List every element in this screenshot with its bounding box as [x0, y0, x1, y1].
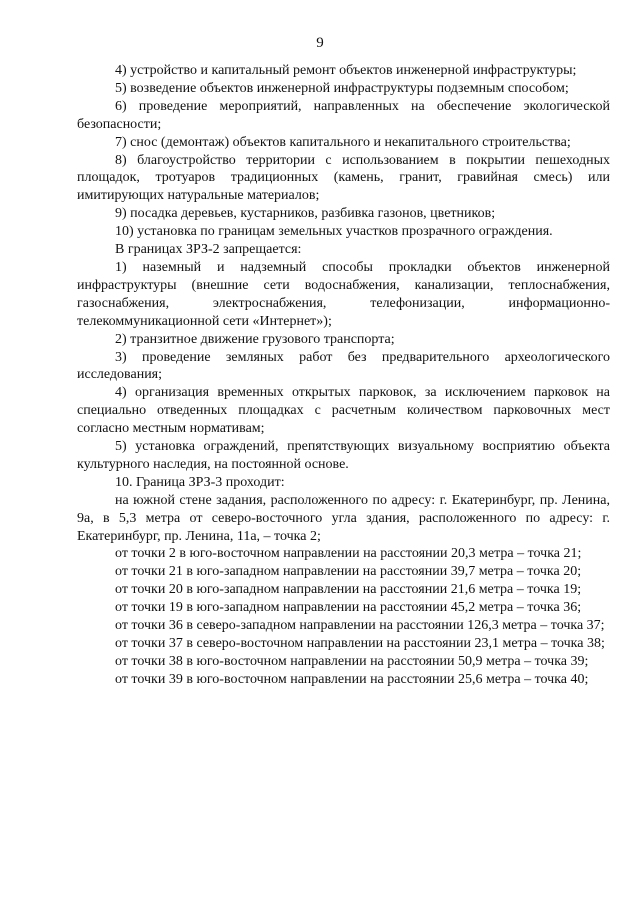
- list-item: 10) установка по границам земельных участков прозрачного ограждения.: [115, 224, 553, 240]
- boundary-point: от точки 38 в юго-восточном направлении на расстоянии 50,9 метра – точка 39;: [115, 653, 589, 669]
- boundary-point: от точки 19 в юго-западном направлении на расстоянии 45,2 метра – точка 36;: [115, 600, 582, 616]
- list-item: 2) транзитное движение грузового транспорта;: [115, 331, 395, 347]
- list-item: 5) возведение объектов инженерной инфраструктуры подземным способом;: [115, 80, 569, 96]
- section-heading: 10. Граница ЗРЗ-3 проходит:: [115, 474, 285, 490]
- boundary-point: от точки 20 в юго-западном направлении на расстоянии 21,6 метра – точка 19;: [115, 582, 582, 598]
- list-item: 9) посадка деревьев, кустарников, разбивка газонов, цветников;: [115, 206, 496, 222]
- list-item: 3) проведение земляных работ без предварительного археологического исследования;: [77, 349, 610, 383]
- boundary-point: на южной стене задания, расположенного по адресу: г. Екатеринбург, пр. Ленина, 9а, в 5,3 метра от северо-восточного угла здания, расположенного по адресу: г. Екатеринбург, пр. Ленина, 11а, – точка 2;: [77, 492, 610, 544]
- document-body: [77, 62, 610, 689]
- boundary-point: от точки 36 в северо-западном направлении на расстоянии 126,3 метра – точка 37;: [115, 618, 605, 634]
- boundary-point: от точки 21 в юго-западном направлении на расстоянии 39,7 метра – точка 20;: [115, 564, 582, 580]
- list-item: 7) снос (демонтаж) объектов капитального и некапитального строительства;: [115, 134, 571, 150]
- list-item: 8) благоустройство территории с использованием в покрытии пешеходных площадок, тротуаров традиционных (камень, гранит, гравийная смесь) или имитирующих натуральные материалов;: [77, 152, 610, 204]
- list-item: 1) наземный и надземный способы прокладки объектов инженерной инфраструктуры (внешние сети водоснабжения, канализации, теплоснабжения, газоснабжения, электроснабжения, телефонизации, информационно-телекоммуникационной сети «Интернет»);: [77, 259, 610, 329]
- list-item: 4) организация временных открытых парковок, за исключением парковок на специально отведенных площадках с расчетным количеством парковочных мест согласно местным нормативам;: [77, 385, 610, 437]
- page-number: 9: [316, 35, 324, 51]
- boundary-point: от точки 37 в северо-восточном направлении на расстоянии 23,1 метра – точка 38;: [115, 636, 605, 651]
- list-item: 5) установка ограждений, препятствующих визуальному восприятию объекта культурного наследия, на постоянной основе.: [77, 439, 610, 472]
- section-intro: В границах ЗРЗ-2 запрещается:: [115, 242, 302, 258]
- list-item: 6) проведение мероприятий, направленных на обеспечение экологической безопасности;: [77, 98, 610, 132]
- list-item: 4) устройство и капитальный ремонт объектов инженерной инфраструктуры;: [115, 63, 577, 78]
- boundary-point: от точки 39 в юго-восточном направлении на расстоянии 25,6 метра – точка 40;: [115, 671, 589, 687]
- boundary-point: от точки 2 в юго-восточном направлении на расстоянии 20,3 метра – точка 21;: [115, 546, 582, 562]
